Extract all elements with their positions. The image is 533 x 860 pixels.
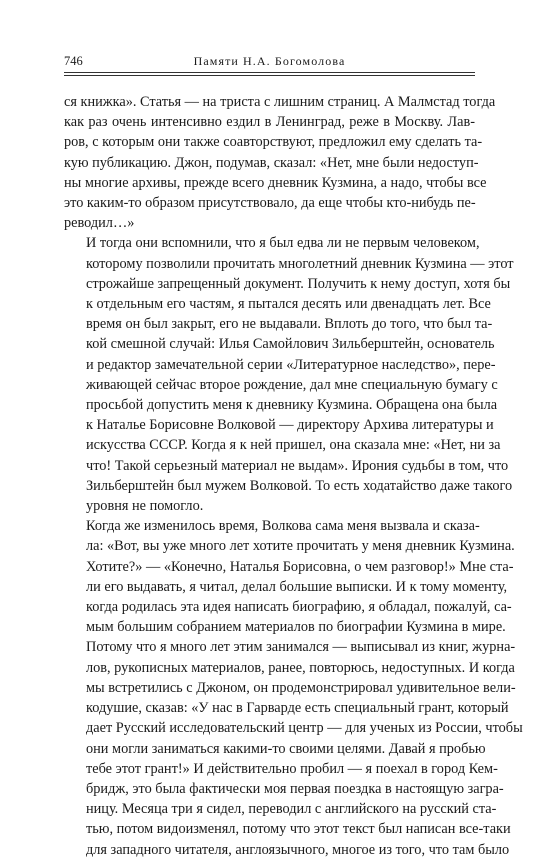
- text-line: мы встретились с Джоном, он продемонстрировал удивительное вели-: [86, 679, 516, 696]
- text-line: И тогда они вспомнили, что я был едва ли не первым человеком,: [86, 235, 480, 252]
- text-line: искусства СССР. Когда я к ней пришел, она сказала мне: «Нет, ни за: [86, 437, 501, 454]
- text-line: которому позволили прочитать многолетний дневник Кузмина — этот: [86, 255, 514, 272]
- text-line: кой смешной случай: Илья Самойлович Зильберштейн, основатель: [86, 336, 495, 353]
- text-line: как раз очень интенсивно ездил в Ленинград, реже в Москву. Лав-: [64, 114, 475, 131]
- text-line: это каким-то образом присутствовало, да еще чтобы кто-нибудь пе-: [64, 195, 476, 212]
- text-line: мым большим собранием материалов по биографии Кузмина в мире.: [86, 619, 506, 636]
- header-rule-bottom: [64, 75, 475, 76]
- page-header: [64, 52, 475, 70]
- running-head: Памяти Н.А. Богомолова: [193, 54, 346, 68]
- text-line: кодушие, сказав: «У нас в Гарварде есть специальный грант, который: [86, 700, 509, 717]
- text-line: Когда же изменилось время, Волкова сама меня вызвала и сказа-: [86, 518, 480, 535]
- text-line: когда родилась эта идея написать биографию, я обладал, пожалуй, са-: [86, 599, 512, 616]
- body-text: [64, 92, 523, 860]
- text-line: уровня не помогло.: [86, 498, 204, 515]
- text-line: тью, потом видоизменял, потому что этот текст был написан все-таки: [86, 821, 511, 838]
- text-line: дает Русский исследовательский центр — для ученых из России, чтобы: [86, 720, 523, 737]
- text-line: Потому что я много лет этим занимался — выписывал из книг, журна-: [86, 639, 516, 656]
- page-number: 746: [64, 54, 83, 68]
- text-line: реводил…»: [64, 215, 135, 232]
- text-line: они могли заниматься какими-то своими целями. Давай я пробью: [86, 740, 486, 757]
- text-line: ров, с которым они также соавторствуют, предложил ему сделать та-: [64, 134, 483, 151]
- text-line: бридж, это была фактически моя первая поездка в настоящую загра-: [86, 780, 504, 797]
- text-line: ны многие архивы, прежде всего дневник Кузмина, а надо, чтобы все: [64, 174, 487, 191]
- text-line: ли его выдавать, я читал, делал большие выписки. И к тому моменту,: [86, 578, 508, 595]
- text-line: ла: «Вот, вы уже много лет хотите прочитать у меня дневник Кузмина.: [86, 538, 515, 555]
- paragraph: [64, 516, 523, 859]
- text-line: просьбой допустить меня к дневнику Кузмина. Обращена она была: [86, 397, 498, 414]
- text-line: тебе этот грант!» И действительно пробил — я поехал в город Кем-: [86, 760, 498, 777]
- header-rule-top: [64, 72, 475, 73]
- paragraph: [64, 92, 496, 233]
- text-line: ся книжка». Статья — на триста с лишним страниц. А Малмстад тогда: [64, 94, 496, 110]
- text-line: живающей сейчас второе рождение, дал мне специальную бумагу с: [86, 376, 498, 393]
- text-line: для западного читателя, англоязычного, многое из того, что там было: [86, 841, 510, 858]
- text-line: время он был закрыт, его не выдавали. Вплоть до того, что был та-: [86, 316, 493, 333]
- text-line: что! Такой серьезный материал не выдам». Ирония судьбы в том, что: [86, 457, 509, 474]
- text-line: к Наталье Борисовне Волковой — директору Архива литературы и: [86, 417, 494, 434]
- text-line: кую публикацию. Джон, подумав, сказал: «Нет, мне были недоступ-: [64, 154, 479, 171]
- text-line: строжайше запрещенный документ. Получить к нему доступ, хотя бы: [86, 275, 511, 292]
- text-line: ницу. Месяца три я сидел, переводил с английского на русский ста-: [86, 801, 497, 818]
- text-line: к отдельным его частям, я пытался десять или двенадцать лет. Все: [86, 296, 491, 313]
- paragraph: [64, 233, 514, 516]
- text-line: и редактор замечательной серии «Литературное наследство», пере-: [86, 356, 496, 373]
- text-line: Хотите?» — «Конечно, Наталья Борисовна, о чем разговор!» Мне ста-: [86, 558, 514, 575]
- text-line: лов, рукописных материалов, ранее, повторюсь, недоступных. И когда: [86, 659, 515, 676]
- text-line: Зильберштейн был мужем Волковой. То есть ходатайство даже такого: [86, 477, 513, 494]
